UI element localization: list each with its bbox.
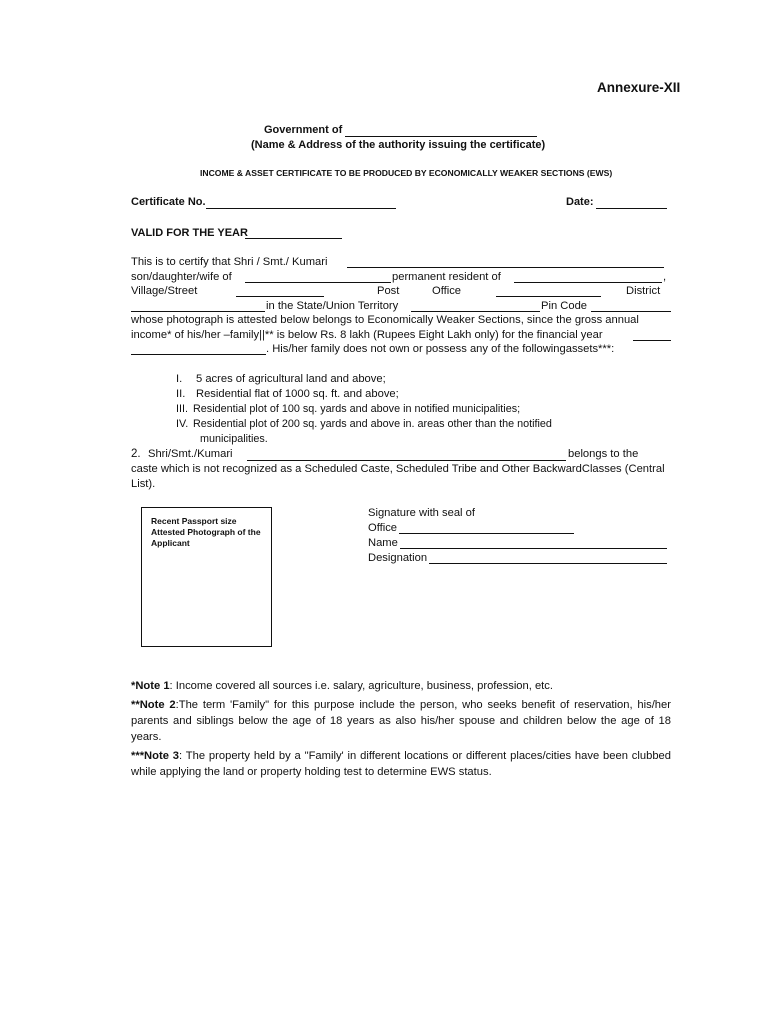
clause-2-belongs: belongs to the — [568, 448, 639, 460]
financial-year-line — [633, 340, 671, 341]
post-label: Post — [377, 285, 400, 297]
clause-2-name-line — [247, 460, 566, 461]
name-field-line — [400, 548, 667, 549]
designation-field-label: Designation — [368, 552, 428, 564]
note-label: **Note 2 — [131, 699, 176, 711]
office-field-line — [399, 533, 574, 534]
date-line — [596, 208, 667, 209]
asset-number: III. — [176, 403, 188, 415]
note-text: : The property held by a "Family' in different locations or different places/cities have been clubbed while applying the land or property holding test to determine EWS status. — [131, 750, 671, 778]
designation-field-line — [429, 563, 667, 564]
post-office-line — [496, 296, 601, 297]
state-label: in the State/Union Territory — [266, 300, 399, 312]
certify-line-7: . His/her family does not own or possess any of the followingassets***: — [266, 343, 615, 355]
name-line — [347, 267, 664, 268]
name-field-label: Name — [368, 537, 398, 549]
district-label: District — [626, 285, 661, 297]
pin-code-label: Pin Code — [541, 300, 588, 312]
asset-number: II. — [176, 388, 186, 400]
asset-text: municipalities. — [200, 433, 268, 445]
photograph-box — [141, 507, 272, 647]
clause-2-name-label: Shri/Smt./Kumari — [148, 448, 233, 460]
financial-year-line-2 — [131, 354, 266, 355]
signature-heading: Signature with seal of — [368, 507, 475, 519]
asset-item-4-continued — [200, 433, 268, 445]
certificate-number-label: Certificate No. — [131, 196, 206, 208]
village-line — [236, 296, 324, 297]
note-2 — [131, 697, 671, 745]
annexure-label: Annexure-XII — [597, 80, 681, 95]
asset-text: Residential flat of 1000 sq. ft. and above; — [196, 388, 399, 400]
valid-for-year-label: VALID FOR THE YEAR — [131, 227, 248, 239]
government-of-label: Government of — [264, 124, 343, 136]
note-text: :The term 'Family" for this purpose include the person, who seeks benefit of reservation, his/her parents and siblings below the age of 18 years as also his/her spouse and children below the age of 18 years. — [131, 699, 671, 743]
asset-text: Residential plot of 200 sq. yards and above in. areas other than the notified — [193, 418, 552, 430]
note-text: : Income covered all sources i.e. salary, agriculture, business, profession, etc. — [169, 680, 553, 692]
date-label: Date: — [566, 196, 594, 208]
note-1 — [131, 678, 671, 694]
relation-label: son/daughter/wife of — [131, 271, 232, 283]
state-line — [411, 311, 540, 312]
note-3 — [131, 748, 671, 780]
relation-line — [245, 282, 391, 283]
clause-2-list: List). — [131, 478, 156, 490]
asset-text: Residential plot of 100 sq. yards and above in notified municipalities; — [193, 403, 521, 415]
asset-item-4 — [176, 418, 552, 430]
asset-item-1 — [176, 373, 386, 385]
resident-line — [514, 282, 662, 283]
asset-number: IV. — [176, 418, 189, 430]
authority-name-address: (Name & Address of the authority issuing the certificate) — [251, 139, 546, 151]
pin-code-line — [591, 311, 671, 312]
resident-comma: , — [663, 271, 667, 283]
certify-line-6: income* of his/her –family||** is below Rs. 8 lakh (Rupees Eight Lakh only) for the financial year — [131, 329, 603, 341]
asset-item-3 — [176, 403, 520, 415]
office-field-label: Office — [368, 522, 398, 534]
clause-2-caste: caste which is not recognized as a Scheduled Caste, Scheduled Tribe and Other BackwardClasses (Central — [131, 463, 665, 475]
asset-text: 5 acres of agricultural land and above; — [196, 373, 386, 385]
clause-2-number: 2. — [131, 448, 141, 460]
note-label: *Note 1 — [131, 680, 170, 692]
government-of-line — [345, 136, 537, 137]
certificate-title: INCOME & ASSET CERTIFICATE TO BE PRODUCED BY ECONOMICALLY WEAKER SECTIONS (EWS) — [200, 168, 613, 178]
certificate-number-line — [206, 208, 396, 209]
asset-number: I. — [176, 373, 183, 385]
note-label: ***Note 3 — [131, 750, 180, 762]
resident-label: permanent resident of — [392, 271, 501, 283]
district-line — [131, 311, 265, 312]
office-label: Office — [432, 285, 462, 297]
certify-line-5: whose photograph is attested below belongs to Economically Weaker Sections, since the gross annual — [131, 314, 639, 326]
certify-line-1: This is to certify that Shri / Smt./ Kumari — [131, 256, 328, 268]
asset-item-2 — [176, 388, 399, 400]
valid-for-year-line — [245, 238, 342, 239]
photograph-label: Recent Passport size Attested Photograph of the Applicant — [151, 516, 261, 548]
village-label: Village/Street — [131, 285, 198, 297]
